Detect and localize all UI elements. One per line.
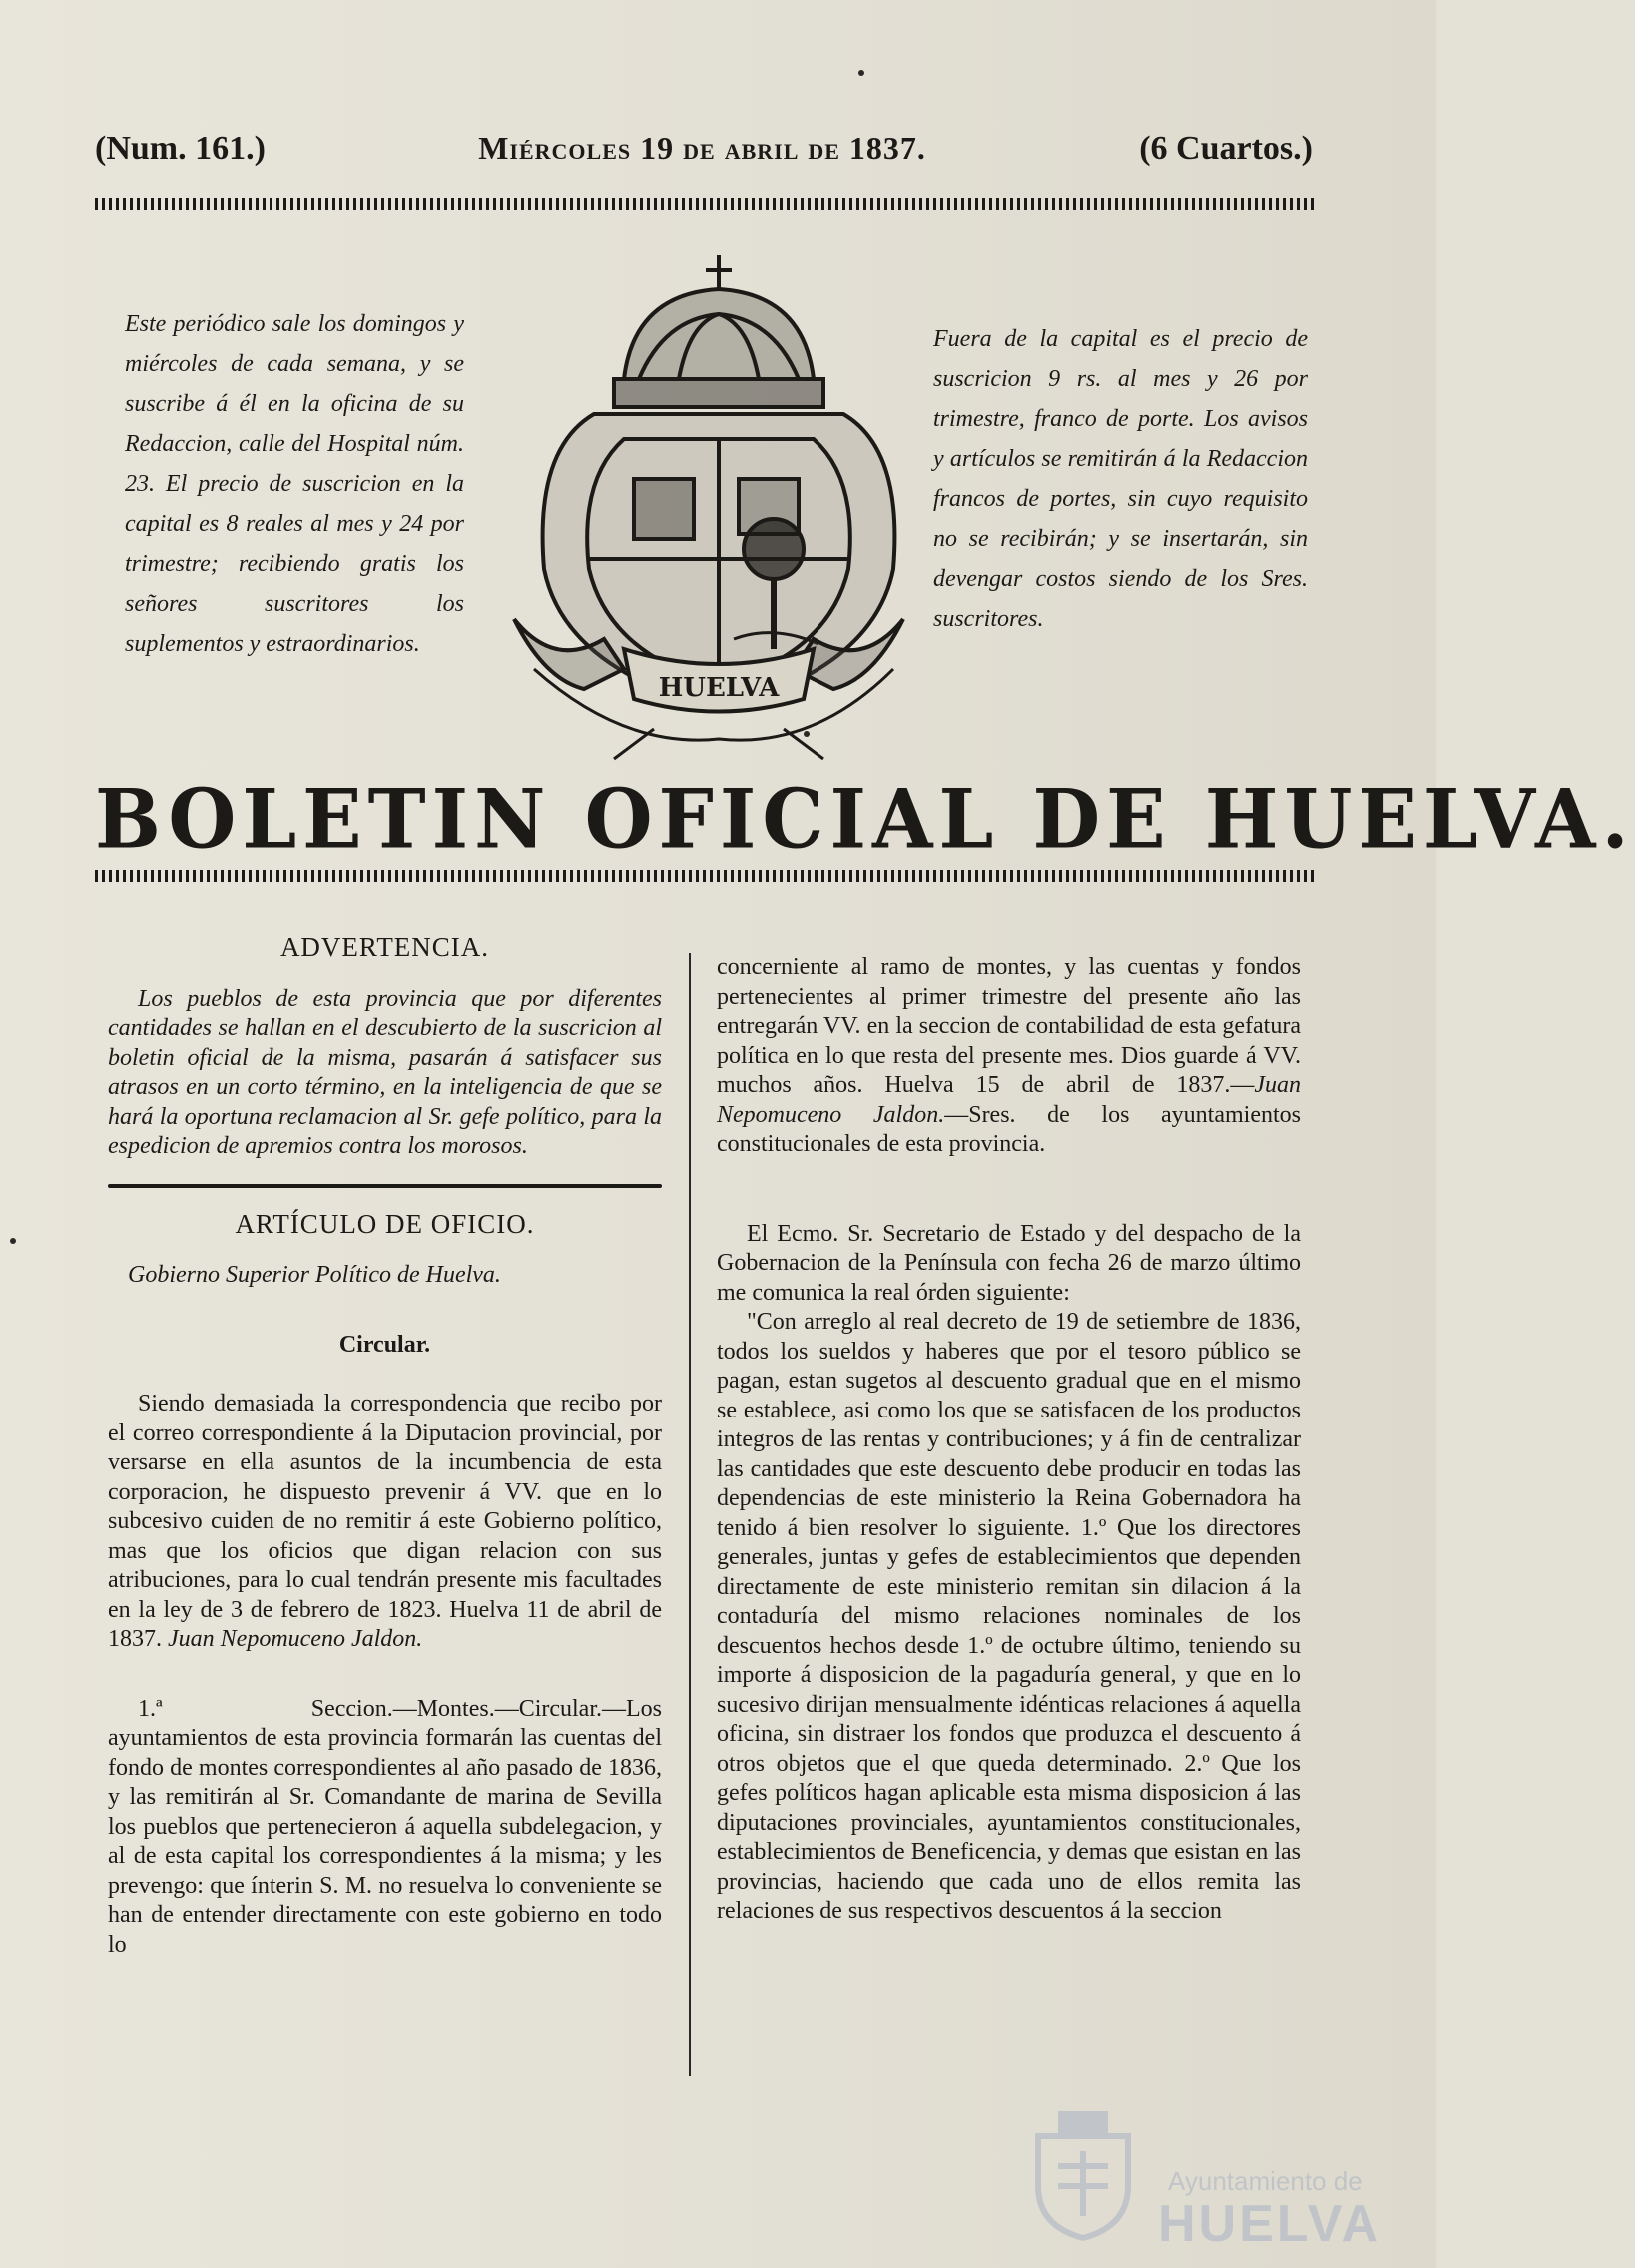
section-divider bbox=[108, 1184, 662, 1188]
subscription-info-right: Fuera de la capital es el precio de suscricion 9 rs. al mes y 26 por trimestre, franco de porte. Los avisos y artículos se remitirán á la Redaccion francos de portes, sin cuyo requisito no se recibirán; y se insertarán, sin devengar costos siendo de los Sres. suscritores. bbox=[933, 326, 1308, 632]
continuation-signature: Juan Nepomuceno Jaldon. bbox=[717, 1072, 1301, 1128]
issue-date: Miércoles 19 de abril de 1837. bbox=[478, 130, 926, 166]
city-shield-icon bbox=[1028, 2106, 1138, 2241]
circular-signature: Juan Nepomuceno Jaldon. bbox=[168, 1626, 423, 1652]
seccion-montes-text: 1.ª Seccion.—Montes.—Circular.—Los ayuntamientos de esta provincia formarán las cuentas del fondo de montes correspondientes al año pasado de 1836, y las remitirán al Sr. Comandante de marina de Sevilla los pueblos que pertenecieron á aquella subdelegacion, y al de esta capital los correspondientes á la misma; y les prevengo: que ínterin S. M. no resuelva lo conveniente se han de entender directamente con este gobierno en todo lo bbox=[108, 1695, 662, 1958]
royal-crest-icon bbox=[474, 250, 943, 759]
advertencia-text: Los pueblos de esta provincia que por diferentes cantidades se hallan en el descubierto de la suscricion al boletin oficial de la misma, pasarán á satisfacer sus atrasos en un corto término, en la inteligencia de que se hará la oportuna reclamacion al Sr. gefe político, para la espedicion de apremios contra los morosos. bbox=[108, 985, 662, 1159]
column-divider bbox=[689, 953, 691, 2076]
watermark-line2: HUELVA bbox=[1158, 2195, 1382, 2253]
ink-speck bbox=[10, 1238, 16, 1244]
ink-speck bbox=[804, 731, 810, 737]
subscription-info-left: Este periódico sale los domingos y miércoles de cada semana, y se suscribe á él en la oficina de su Redaccion, calle del Hospital núm. 23. El precio de suscricion en la capital es 8 reales al mes y 24 por trimestre; recibiendo gratis los señores suscritores los suplementos y estraordinarios. bbox=[125, 311, 464, 657]
decree-text: "Con arreglo al real decreto de 19 de setiembre de 1836, todos los sueldos y haberes que por el tesoro público se pagan, estan sugetos al descuento gradual que en el mismo se establece, asi como los que se satisfacen de los productos integros de las rentas y contribuciones; y á fin de centralizar las cantidades que este descuento debe producir en todas las dependencias de este ministerio la Reina Gobernadora ha tenido á bien resolver lo siguiente. 1.º Que los directores generales, juntas y gefes de establecimientos que dependen directamente de este ministerio remitan sin dilacion á la contaduría del mismo relaciones nominales de los descuentos hechos desde 1.º de octubre último, teniendo su importe á disposicion de la pagaduría general, y que en lo sucesivo dirijan mensualmente idénticas relaciones á aquella oficina, sin distraer los fondos que produzca el descuento á otros objetos que el que queda determinado. 2.º Que los gefes políticos hagan aplicable esta misma disposicion á las diputaciones provinciales, ayuntamientos constitucionales, establecimientos de Beneficencia, y demas que esistan en las provincias, haciendo que cada uno de ellos remita las relaciones de sus respectivos descuentos á la seccion bbox=[717, 1309, 1301, 1924]
watermark-line1: Ayuntamiento de bbox=[1168, 2166, 1362, 2196]
issue-price: (6 Cuartos.) bbox=[1139, 130, 1313, 167]
continuation-text: concerniente al ramo de montes, y las cuentas y fondos pertenecientes al primer trimestre del presente año las entregarán VV. en la seccion de contabilidad de esta gefatura política en lo que resta del presente mes. Dios guarde á VV. muchos años. Huelva 15 de abril de 1837.—Juan Nepomuceno Jaldon.—Sres. de los ayuntamientos constitucionales de esta provincia. bbox=[717, 954, 1301, 1157]
circular-title: Circular. bbox=[338, 1331, 431, 1358]
issue-number: (Num. 161.) bbox=[95, 130, 266, 167]
decree-intro: El Ecmo. Sr. Secretario de Estado y del despacho de la Gobernacion de la Península con fecha 26 de marzo último me comunica la real órden siguiente: bbox=[717, 1220, 1301, 1306]
decorative-rule-masthead bbox=[95, 870, 1318, 882]
archive-watermark bbox=[1018, 2086, 1382, 2253]
decorative-rule-top bbox=[95, 198, 1318, 210]
articulo-title: ARTÍCULO DE OFICIO. bbox=[235, 1208, 535, 1239]
issue-header bbox=[95, 130, 1313, 168]
left-column bbox=[108, 933, 662, 1960]
gobierno-heading: Gobierno Superior Político de Huelva. bbox=[128, 1262, 501, 1288]
ink-speck bbox=[858, 70, 864, 76]
crest-ribbon-text: HUELVA bbox=[658, 673, 780, 703]
circular-text: Siendo demasiada la correspondencia que recibo por el correo correspondiente á la Diputacion provincial, por versarse en ella asuntos de la incumbencia de esta corporacion, he dispuesto prevenir á VV. que en lo subcesivo cuiden de no remitir á este Gobierno político, mas que los oficios que digan relacion con sus atribuciones, para lo cual tendrán presente mis facultades en la ley de 3 de febrero de 1823. Huelva 11 de abril de 1837. Juan Nepomuceno Jaldon. bbox=[108, 1391, 662, 1652]
right-column bbox=[717, 953, 1301, 1927]
advertencia-title: ADVERTENCIA. bbox=[279, 932, 490, 962]
masthead-title: BOLETIN OFICIAL DE HUELVA. bbox=[95, 771, 1635, 867]
